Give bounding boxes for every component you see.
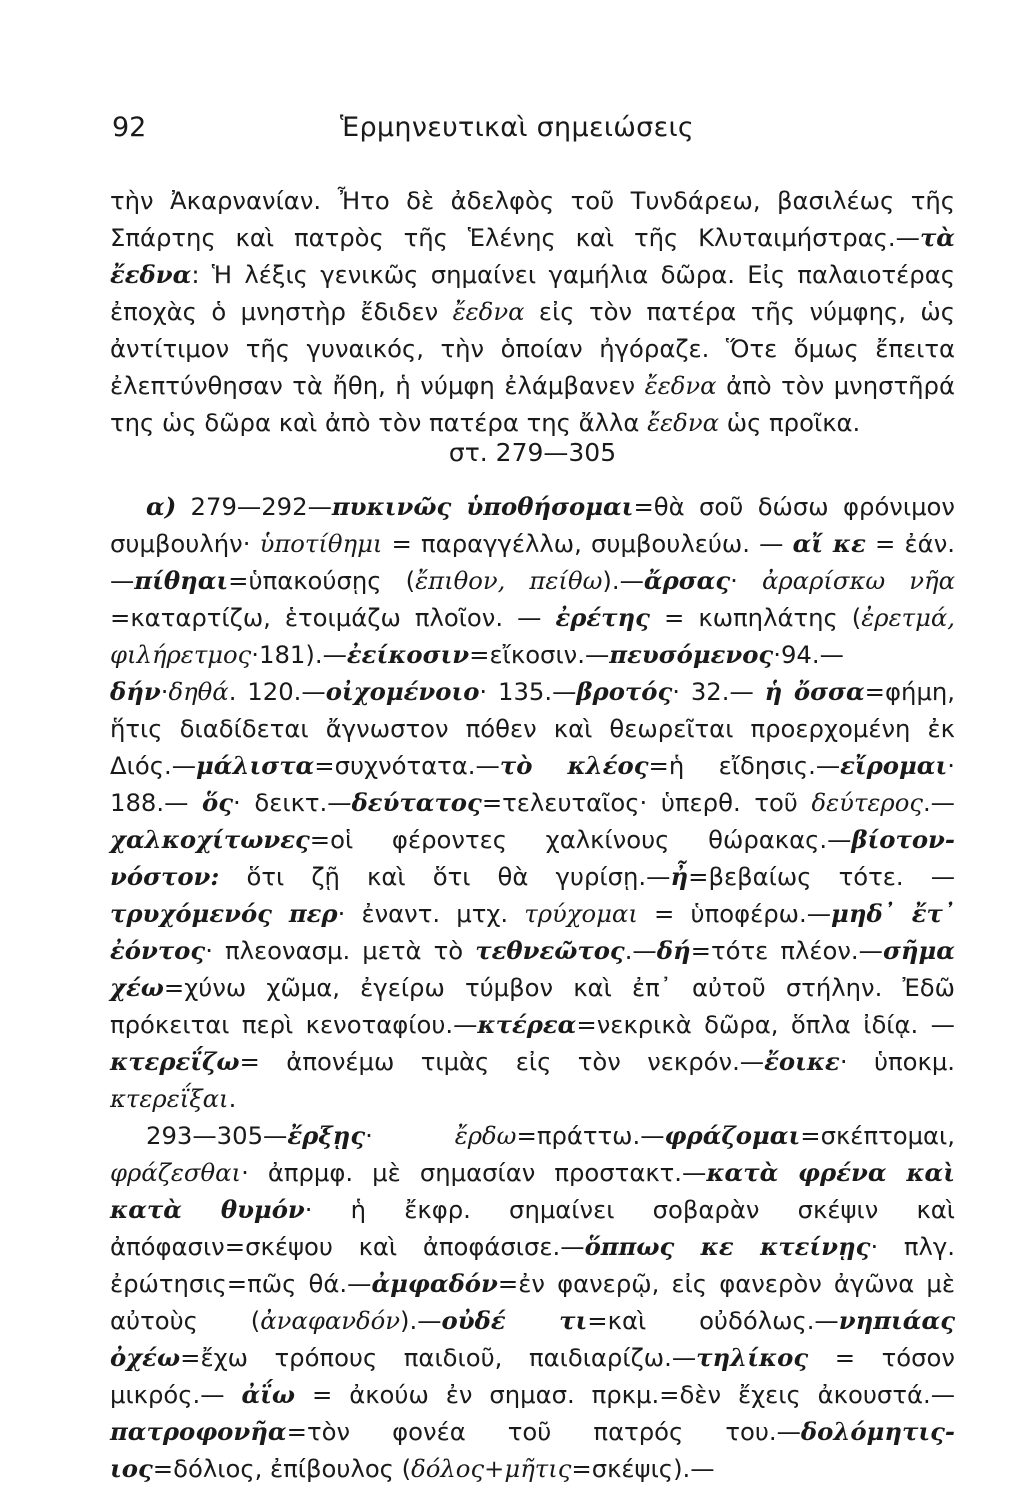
gloss-text: . 120.— bbox=[228, 677, 326, 706]
cited-form: δεύτερος bbox=[811, 788, 923, 817]
gloss-text: ·94.— bbox=[773, 640, 844, 669]
lemma-term: πευσόμενος bbox=[609, 640, 774, 669]
gloss-text: ὅτι ζῇ καὶ ὅτι θὰ γυρίσῃ.— bbox=[219, 862, 671, 891]
gloss-text: =νεκρικὰ δῶρα, ὅπλα ἰδίᾳ. — bbox=[576, 1010, 955, 1039]
cited-form: ἔεδνα bbox=[647, 408, 719, 437]
gloss-text: ).— bbox=[602, 566, 644, 595]
lemma-term: δεύτατος bbox=[351, 788, 482, 817]
gloss-text: =τότε πλέον.— bbox=[690, 936, 883, 965]
lemma-term: ἀμφαδόν bbox=[371, 1269, 498, 1298]
gloss-text: = ἀκούω ἐν σημασ. πρκμ.=δὲν ἔχεις ἀκουστά.— bbox=[295, 1380, 955, 1409]
lemma-term: ἀΐω bbox=[241, 1380, 296, 1409]
gloss-text: ἀπὸ τὸν μνηστῆρά της ὡς δῶρα καὶ ἀπὸ τὸν πατέρα της ἄλλα bbox=[110, 371, 955, 437]
lemma-term: ἐείκοσιν bbox=[346, 640, 470, 669]
paragraph-text bbox=[110, 488, 955, 1117]
gloss-text: =σκέπτομαι, bbox=[800, 1121, 955, 1150]
gloss-text: : Ἡ λέξις γενικῶς σημαίνει γαμήλια δῶρα. Εἰς παλαιοτέρας ἐποχὰς ὁ μνηστὴρ ἔδιδεν bbox=[110, 260, 955, 326]
lemma-term: ὅς bbox=[202, 788, 234, 817]
section-heading: στ. 279—305 bbox=[448, 438, 617, 467]
lemma-term: δή bbox=[656, 936, 691, 965]
commentary-paragraph-1 bbox=[110, 182, 955, 441]
gloss-text: =θὰ σοῦ δώσω φρόνιμον συμβουλήν· bbox=[110, 492, 955, 558]
lemma-term: ἔρξῃς bbox=[287, 1121, 366, 1150]
cited-form: δηθά bbox=[168, 677, 229, 706]
lemma-term: φράζομαι bbox=[664, 1121, 801, 1150]
gloss-text: =ὑπακούσῃς ( bbox=[228, 566, 416, 595]
lemma-term: τὰ ἔεδνα bbox=[110, 223, 955, 289]
gloss-text: = ἀπονέμω τιμὰς εἰς τὸν νεκρόν.— bbox=[239, 1047, 765, 1076]
lemma-term: χαλκοχίτωνες bbox=[110, 825, 310, 854]
gloss-text: 293—305— bbox=[146, 1121, 288, 1150]
commentary-paragraph-3 bbox=[110, 1117, 955, 1487]
commentary-paragraph-2 bbox=[110, 488, 955, 1117]
gloss-text: =εἴκοσιν.— bbox=[469, 640, 610, 669]
gloss-text: · πλγ. ἐρώτησις=πῶς θά.— bbox=[110, 1232, 955, 1298]
cited-form: ἔεδνα bbox=[644, 371, 717, 400]
cited-form: ἐρετμά, φιλήρετμος bbox=[110, 603, 955, 669]
gloss-text: .— bbox=[922, 788, 955, 817]
cited-form: κτερεΐξαι bbox=[110, 1084, 229, 1113]
cited-form: τρύχομαι bbox=[524, 899, 638, 928]
gloss-text: ·181).— bbox=[251, 640, 347, 669]
lemma-term: μάλιστα bbox=[196, 751, 315, 780]
gloss-text: · ὑποκμ. bbox=[839, 1047, 956, 1076]
cited-form: ἔπιθον, πείθω bbox=[415, 566, 603, 595]
lemma-term: κτέρεα bbox=[477, 1010, 577, 1039]
lemma-term: εἴρομαι bbox=[840, 751, 948, 780]
cited-form: ἔρδω bbox=[454, 1121, 517, 1150]
gloss-text: = παραγγέλλω, συμβουλεύω. — bbox=[382, 529, 793, 558]
paragraph-text bbox=[110, 1117, 955, 1487]
lemma-term: ἡ ὄσσα bbox=[764, 677, 865, 706]
gloss-text: =πράττω.— bbox=[516, 1121, 665, 1150]
lemma-term: ἦ bbox=[670, 862, 689, 891]
gloss-text: =ἐν φανερῷ, εἰς φανερὸν ἀγῶνα μὲ αὐτοὺς ( bbox=[110, 1269, 955, 1335]
gloss-text: ).— bbox=[400, 1306, 442, 1335]
gloss-text: · δεικτ.— bbox=[233, 788, 352, 817]
gloss-text: =οἱ φέροντες χαλκίνους θώρακας.— bbox=[309, 825, 852, 854]
gloss-text: = ἐάν.— bbox=[110, 529, 955, 595]
lemma-term: πίθηαι bbox=[134, 566, 229, 595]
lemma-term: οἰχομένοιο bbox=[325, 677, 480, 706]
page-header bbox=[112, 112, 949, 152]
page-number: 92 bbox=[112, 112, 147, 143]
lemma-term: δήν bbox=[110, 677, 161, 706]
running-title: Ἑρμηνευτικαὶ σημειώσεις bbox=[340, 112, 695, 143]
cited-form: φράζεσθαι bbox=[110, 1158, 242, 1187]
lemma-term: ὅππως κε κτείνῃς bbox=[584, 1232, 871, 1261]
gloss-text: εἰς τὸν πατέρα τῆς νύμφης, ὡς ἀντίτιμον τῆς γυναικός, τὴν ὁποίαν ἠγόραζε. Ὅτε ὅμως ἔπειτα ἐλεπτύνθησαν τὰ ἤθη, ἡ νύμφη ἐλάμβανεν bbox=[110, 297, 956, 400]
lemma-term: σῆμα χέω bbox=[110, 936, 955, 1002]
lemma-term: κτερεΐζω bbox=[110, 1047, 240, 1076]
gloss-text: · bbox=[365, 1121, 455, 1150]
gloss-text: · ἀπρμφ. μὲ σημασίαν προστακτ.— bbox=[241, 1158, 707, 1187]
lemma-term: πυκινῶς ὑποθήσομαι bbox=[331, 492, 634, 521]
gloss-text: . bbox=[228, 1084, 237, 1113]
lemma-term: βροτός bbox=[576, 677, 673, 706]
gloss-text: = ὑποφέρω.— bbox=[637, 899, 832, 928]
gloss-text: =συχνότατα.— bbox=[314, 751, 500, 780]
lemma-term: τὸ κλέος bbox=[499, 751, 649, 780]
lemma-term: νηπιάας ὀχέω bbox=[110, 1306, 955, 1372]
gloss-text: =ἡ εἴδησις.— bbox=[648, 751, 841, 780]
cited-form: ἀναφανδόν bbox=[260, 1306, 401, 1335]
gloss-text: =δόλιος, ἐπίβουλος ( bbox=[152, 1454, 412, 1483]
gloss-text: · 188.— bbox=[110, 751, 955, 817]
gloss-text: =καὶ οὐδόλως.— bbox=[587, 1306, 839, 1335]
lemma-term: τεθνεῶτος bbox=[475, 936, 625, 965]
gloss-text: =τὸν φονέα τοῦ πατρός του.— bbox=[286, 1417, 801, 1446]
gloss-text: =βεβαίως τότε. — bbox=[688, 862, 955, 891]
gloss-text: · bbox=[160, 677, 169, 706]
gloss-text: = κωπηλάτης ( bbox=[649, 603, 862, 632]
lemma-term: πατροφονῆα bbox=[110, 1417, 287, 1446]
lemma-term: αἴ κε bbox=[792, 529, 866, 558]
lemma-term: κατὰ φρένα καὶ κατὰ θυμόν bbox=[110, 1158, 955, 1224]
gloss-text: · 32.— bbox=[672, 677, 765, 706]
gloss-text: =χύνω χῶμα, ἐγείρω τύμβον καὶ ἐπ᾿ αὐτοῦ στήλην. Ἐδῶ πρόκειται περὶ κενοταφίου.— bbox=[110, 973, 955, 1039]
gloss-text: · ἡ ἔκφρ. σημαίνει σοβαρὰν σκέψιν καὶ ἀπόφασιν=σκέψου καὶ ἀποφάσισε.— bbox=[110, 1195, 955, 1261]
cited-form: δόλος+μῆτις bbox=[411, 1454, 572, 1483]
gloss-text: · ἐναντ. μτχ. bbox=[337, 899, 525, 928]
gloss-text: =ἔχω τρόπους παιδιοῦ, παιδιαρίζω.— bbox=[180, 1343, 697, 1372]
paragraph-text bbox=[110, 182, 955, 441]
gloss-text: = τόσον μικρός.— bbox=[110, 1343, 955, 1409]
lemma-term: δολόμητις-ιος bbox=[110, 1417, 955, 1483]
gloss-text: =καταρτίζω, ἑτοιμάζω πλοῖον. — bbox=[110, 603, 556, 632]
gloss-text: ὡς προῖκα. bbox=[719, 408, 861, 437]
cited-form: ἔεδνα bbox=[452, 297, 525, 326]
cited-form: ὑποτίθημι bbox=[259, 529, 383, 558]
gloss-text: 279—292— bbox=[176, 492, 332, 521]
lemma-term: ἐρέτης bbox=[555, 603, 650, 632]
lemma-term: τρυχόμενός περ bbox=[110, 899, 338, 928]
gloss-text: · 135.— bbox=[479, 677, 577, 706]
gloss-text: τὴν Ἀκαρνανίαν. Ἦτο δὲ ἀδελφὸς τοῦ Τυνδάρεω, βασιλέως τῆς Σπάρτης καὶ πατρὸς τῆς Ἑλένης καὶ τῆς Κλυταιμήστρας.— bbox=[110, 186, 955, 252]
lemma-term: τηλίκος bbox=[696, 1343, 809, 1372]
gloss-text: · bbox=[730, 566, 762, 595]
lemma-term: βίοτον-νόστον: bbox=[110, 825, 955, 891]
gloss-text: =φήμη, ἥτις διαδίδεται ἄγνωστον πόθεν καὶ θεωρεῖται προερχομένη ἐκ Διός.— bbox=[110, 677, 956, 780]
gloss-text: · πλεονασμ. μετὰ τὸ bbox=[205, 936, 476, 965]
gloss-text: =τελευταῖος· ὑπερθ. τοῦ bbox=[481, 788, 812, 817]
lemma-term: ἔοικε bbox=[764, 1047, 840, 1076]
lemma-term: μηδ᾿ ἔτ᾿ ἐόντος bbox=[110, 899, 956, 965]
lemma-term: ἄρσας bbox=[643, 566, 731, 595]
cited-form: ἀραρίσκω νῆα bbox=[761, 566, 956, 595]
gloss-text: .— bbox=[624, 936, 657, 965]
lemma-term: οὐδέ τι bbox=[441, 1306, 588, 1335]
gloss-text: =σκέψις).— bbox=[571, 1454, 715, 1483]
lemma-term: α) bbox=[146, 492, 177, 521]
